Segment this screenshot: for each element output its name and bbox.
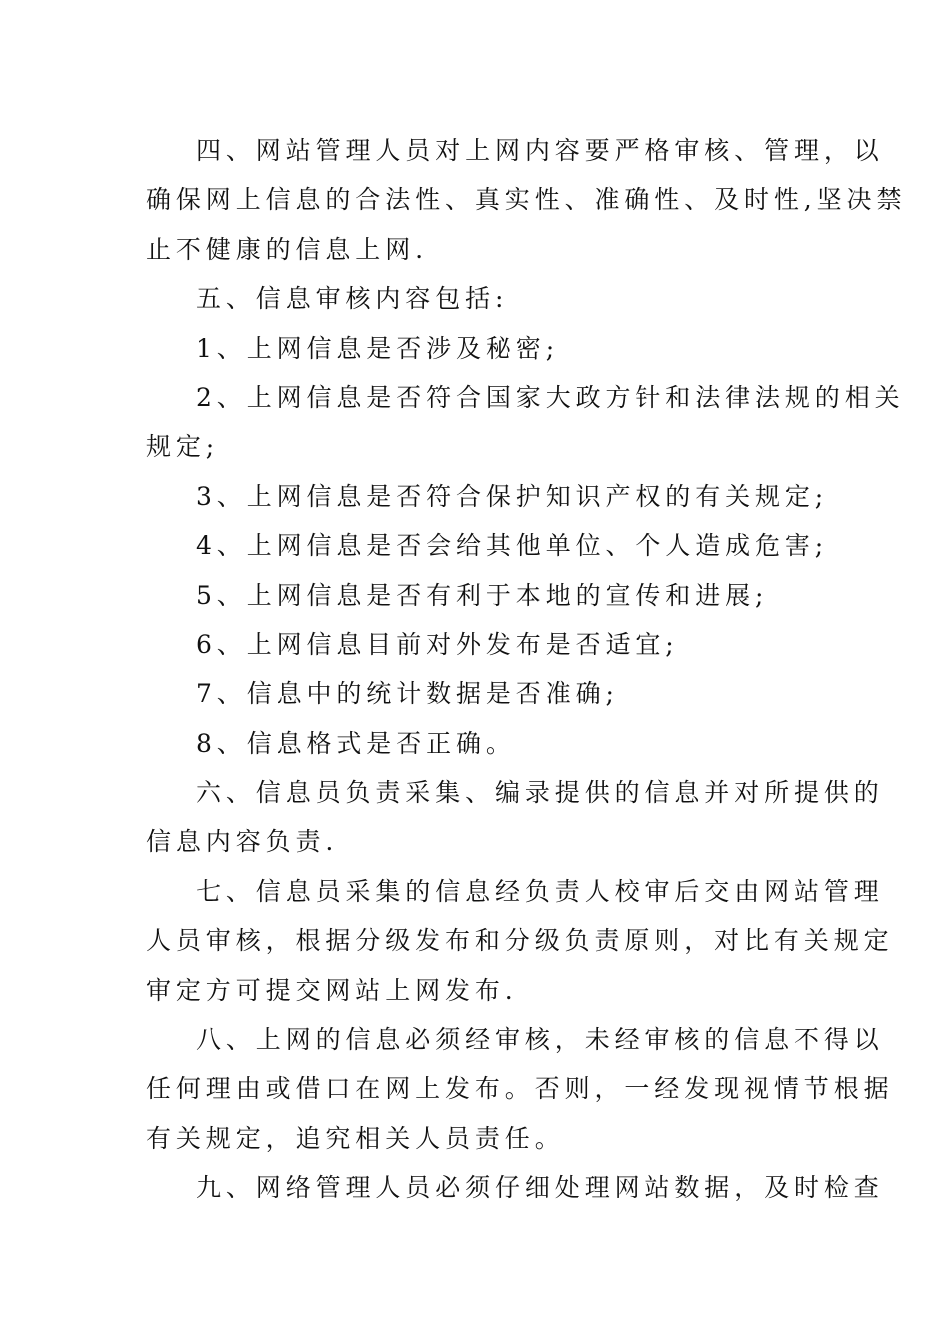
paragraph-5 xyxy=(146,274,806,323)
paragraph-4 xyxy=(146,126,907,274)
list-item-5 xyxy=(146,571,806,620)
text-line: 六、信息员负责采集、编录提供的信息并对所提供的 xyxy=(196,778,884,808)
text-line: 6、上网信息目前对外发布是否适宜; xyxy=(196,629,679,659)
text-line: 八、上网的信息必须经审核，未经审核的信息不得以 xyxy=(196,1025,884,1055)
list-item-8 xyxy=(146,719,806,768)
paragraph-8 xyxy=(146,1015,894,1163)
text-line: 四、网站管理人员对上网内容要严格审核、管理，以 xyxy=(196,136,884,165)
text-line: 五、信息审核内容包括: xyxy=(196,284,509,314)
text-line: 7、信息中的统计数据是否准确; xyxy=(196,679,619,709)
paragraph-9 xyxy=(146,1163,884,1212)
text-line: 8、信息格式是否正确。 xyxy=(196,728,516,758)
list-item-4 xyxy=(146,521,829,570)
paragraph-6 xyxy=(146,768,884,867)
text-line: 有关规定，追究相关人员责任。 xyxy=(146,1123,565,1153)
text-line: 止不健康的信息上网. xyxy=(146,234,428,264)
list-item-2 xyxy=(146,373,905,472)
text-line: 九、网络管理人员必须仔细处理网站数据，及时检查 xyxy=(196,1173,884,1203)
text-line: 七、信息员采集的信息经负责人校审后交由网站管理 xyxy=(196,876,884,906)
list-item-1 xyxy=(146,324,806,373)
list-item-3 xyxy=(146,472,829,521)
text-line: 人员审核，根据分级发布和分级负责原则，对比有关规定 xyxy=(146,926,894,956)
list-item-6 xyxy=(146,620,806,669)
document-body xyxy=(146,126,907,1213)
text-line: 5、上网信息是否有利于本地的宣传和进展; xyxy=(196,580,769,610)
paragraph-7 xyxy=(146,867,894,1015)
text-line: 信息内容负责. xyxy=(146,827,339,857)
text-line: 确保网上信息的合法性、真实性、准确性、及时性,坚决禁 xyxy=(146,185,907,215)
text-line: 4、上网信息是否会给其他单位、个人造成危害; xyxy=(196,531,829,561)
text-line: 1、上网信息是否涉及秘密; xyxy=(196,333,560,363)
list-item-7 xyxy=(146,669,806,718)
text-line: 审定方可提交网站上网发布. xyxy=(146,975,518,1005)
text-line: 3、上网信息是否符合保护知识产权的有关规定; xyxy=(196,481,829,511)
text-line: 任何理由或借口在网上发布。否则，一经发现视情节根据 xyxy=(146,1074,894,1104)
text-line: 2、上网信息是否符合国家大政方针和法律法规的相关 xyxy=(196,382,905,412)
text-line: 规定; xyxy=(146,432,220,462)
